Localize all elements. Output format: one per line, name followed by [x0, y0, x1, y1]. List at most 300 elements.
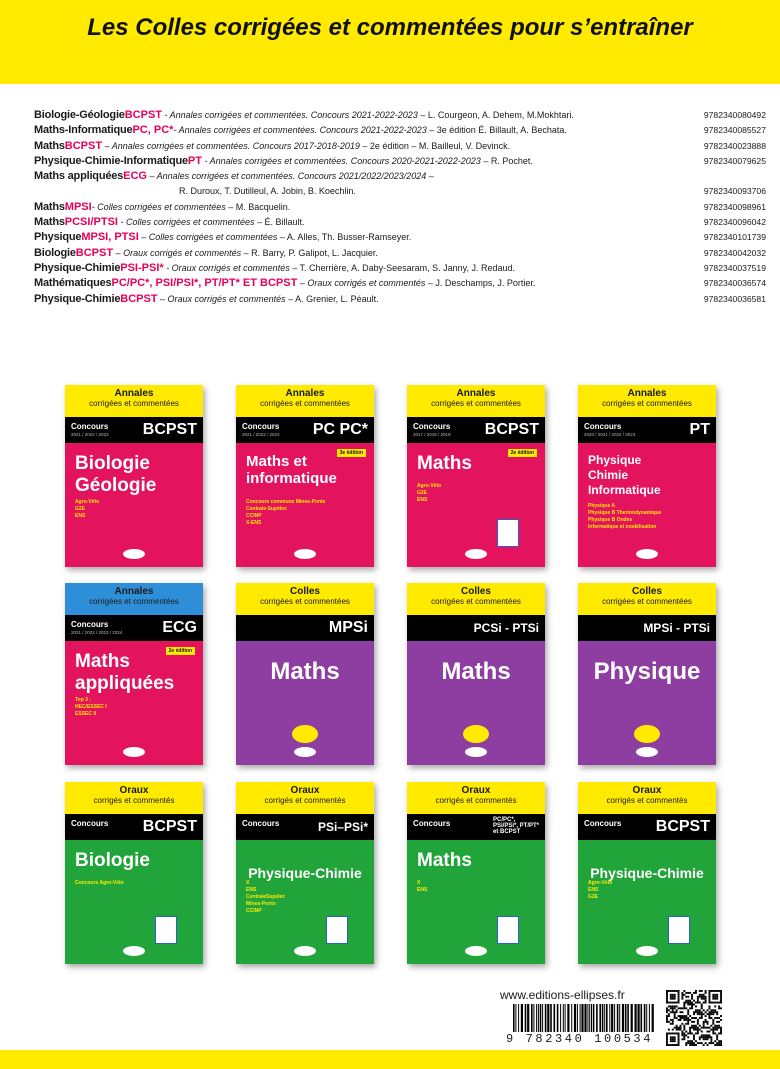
qr-module — [666, 1021, 668, 1023]
stamp-icon — [463, 725, 489, 743]
cover-series: Oraux — [119, 785, 149, 796]
qr-module — [685, 1042, 687, 1044]
cover-body — [65, 840, 203, 964]
qr-module — [683, 1005, 685, 1007]
qr-module — [693, 1036, 695, 1038]
qr-module — [672, 1023, 674, 1025]
barcode-bar — [577, 1004, 578, 1032]
qr-module — [672, 1019, 674, 1021]
qr-module — [674, 1036, 676, 1038]
qr-module — [707, 1027, 709, 1029]
qr-module — [666, 990, 668, 992]
barcode-bar — [525, 1004, 527, 1032]
qr-module — [685, 1000, 687, 1002]
barcode-bar — [649, 1004, 650, 1032]
qr-module — [707, 1021, 709, 1023]
qr-module — [674, 1027, 676, 1029]
qr-module — [668, 1032, 670, 1034]
entry-desc: - Oraux corrigés et commentés — [163, 262, 290, 273]
qr-module — [708, 994, 710, 996]
barcode-bar — [580, 1004, 581, 1032]
qr-module — [670, 996, 672, 998]
qr-module — [689, 1019, 691, 1021]
qr-module — [685, 992, 687, 994]
footer-band — [0, 1050, 780, 1069]
cover-subtitle: X ENS CentraleSupélec Mines-Ponts CCINP — [246, 880, 286, 914]
qr-module — [685, 996, 687, 998]
qr-module — [708, 998, 710, 1000]
qr-module — [687, 1004, 689, 1006]
qr-module — [714, 996, 716, 998]
entry-lvl: BCPST — [120, 292, 158, 305]
qr-module — [701, 994, 703, 996]
catalog-entry — [24, 215, 766, 230]
qr-module — [718, 1027, 720, 1029]
entry-desc: – Annales corrigées et commentées. Concours 2021/2022/2023/2024 – — [146, 171, 434, 182]
qr-module — [720, 990, 722, 992]
qr-module — [687, 1017, 689, 1019]
qr-module — [678, 992, 680, 994]
qr-module — [718, 1007, 720, 1009]
qr-module — [666, 1019, 668, 1021]
qr-module — [678, 996, 680, 998]
qr-module — [712, 1013, 714, 1015]
qr-module — [718, 1002, 720, 1004]
entry-subj: Physique-Chimie — [34, 261, 121, 274]
book-cover[interactable] — [65, 782, 203, 964]
entry-desc: - Annales corrigées et commentées. Concours 2021-2022-2023 — [162, 110, 418, 120]
cover-level: PSi–PSi* — [317, 820, 368, 834]
qr-module — [701, 1013, 703, 1015]
qr-module — [716, 1025, 718, 1027]
qr-module — [691, 998, 693, 1000]
barcode-bar — [644, 1004, 646, 1032]
cover-subtitle: Agro-Véto ENS G2E — [588, 880, 613, 900]
ellipses-logo-icon — [636, 747, 658, 757]
qr-module — [676, 1032, 678, 1034]
qr-module — [668, 1021, 670, 1023]
qr-module — [695, 1040, 697, 1042]
entry-desc: – Colles corrigées et commentées — [138, 232, 278, 243]
cover-title-line: Géologie — [75, 475, 157, 496]
stamp-icon — [634, 725, 660, 743]
qr-module — [693, 1004, 695, 1006]
qr-module — [716, 1044, 718, 1046]
qr-module — [678, 1034, 680, 1036]
barcode-bar — [565, 1004, 566, 1032]
qr-module — [720, 1029, 722, 1031]
entry-isbn: 9782340036581 — [703, 293, 766, 304]
qr-module — [712, 1029, 714, 1031]
ellipses-logo-icon — [294, 747, 316, 757]
book-cover[interactable] — [578, 782, 716, 964]
barcode-bar — [584, 1004, 586, 1032]
cover-years: 2021 / 2022 / 2023 / 2024 — [71, 630, 123, 635]
qr-module — [676, 1005, 678, 1007]
qr-module — [668, 1015, 670, 1017]
qr-module — [708, 1005, 710, 1007]
qr-module — [687, 1036, 689, 1038]
qr-module — [666, 998, 668, 1000]
entry-lvl: PSI-PSI* — [120, 261, 164, 274]
cover-title — [578, 658, 716, 685]
qr-module — [718, 1005, 720, 1007]
qr-module — [714, 1027, 716, 1029]
cover-level-bar — [65, 615, 203, 641]
qr-module — [678, 994, 680, 996]
qr-module — [705, 1000, 707, 1002]
qr-module — [720, 1044, 722, 1046]
cover-series-sub: corrigées et commentées — [602, 399, 692, 408]
cover-title-line: Maths — [75, 651, 130, 672]
qr-module — [674, 990, 676, 992]
catalog-entry — [24, 276, 766, 291]
barcode-bar — [542, 1004, 543, 1032]
qr-module — [672, 1009, 674, 1011]
qr-module — [672, 1011, 674, 1013]
qr-module — [712, 994, 714, 996]
cover-series: Colles — [631, 586, 662, 597]
qr-module — [720, 996, 722, 998]
qr-module — [678, 1044, 680, 1046]
cover-title-line: Maths — [441, 658, 511, 685]
qr-module — [680, 1019, 682, 1021]
qr-module — [710, 1002, 712, 1004]
qr-module — [705, 996, 707, 998]
qr-module — [714, 1025, 716, 1027]
qr-module — [681, 1015, 683, 1017]
barcode-bar — [554, 1004, 556, 1032]
qr-module — [666, 992, 668, 994]
entry-subj: Physique — [34, 231, 82, 244]
entry-auth: – A. Grenier, L. Péault. — [285, 293, 379, 304]
entry-desc: – Oraux corrigés et commentés — [113, 247, 242, 258]
qr-module — [678, 990, 680, 992]
entry-isbn: 9782340093706 — [703, 186, 766, 197]
qr-module — [683, 1034, 685, 1036]
qr-module — [676, 990, 678, 992]
qr-module — [683, 1038, 685, 1040]
catalog-entry — [24, 123, 766, 138]
qr-module — [695, 1027, 697, 1029]
qr-module — [703, 1044, 705, 1046]
qr-module — [699, 1025, 701, 1027]
barcode-bar — [545, 1004, 547, 1032]
entry-desc: - Annales corrigées et commentées. Concours 2020-2021-2022-2023 — [201, 155, 481, 166]
qr-module — [708, 1007, 710, 1009]
qr-module — [705, 1021, 707, 1023]
qr-module — [670, 1038, 672, 1040]
barcode-bar — [602, 1004, 604, 1032]
ellipses-logo-icon — [294, 549, 316, 559]
cover-series-sub: corrigés et commentés — [264, 796, 346, 805]
entry-lvl: BCPST — [64, 139, 103, 152]
qr-module — [720, 1007, 722, 1009]
qr-module — [716, 1002, 718, 1004]
barcode-bar — [619, 1004, 620, 1032]
barcode-bar — [611, 1004, 613, 1032]
qr-module — [691, 1017, 693, 1019]
cover-top-band — [65, 385, 203, 417]
qr-module — [680, 1027, 682, 1029]
cover-title — [417, 453, 472, 475]
qr-module — [689, 1031, 691, 1033]
qr-module — [697, 996, 699, 998]
entry-lvl: MPSI — [64, 200, 92, 213]
qr-module — [668, 990, 670, 992]
qr-module — [666, 1009, 668, 1011]
qr-module — [678, 1007, 680, 1009]
entry-auth: – L. Courgeon, A. Dehem, M.Mokhtari. — [417, 110, 574, 120]
qr-module — [681, 996, 683, 998]
ean-number: 9 782340 100534 — [506, 1032, 654, 1046]
qr-module — [672, 1002, 674, 1004]
qr-module — [703, 1002, 705, 1004]
barcode-bar — [604, 1004, 605, 1032]
qr-module — [716, 998, 718, 1000]
book-cover[interactable] — [407, 782, 545, 964]
entry-auth: – A. Alles, Th. Busser-Ramseyer. — [277, 232, 412, 243]
entry-lvl: BCPST — [124, 109, 162, 121]
qr-module — [680, 1025, 682, 1027]
qr-module — [670, 1011, 672, 1013]
book-cover[interactable] — [578, 385, 716, 567]
entry-isbn: 9782340042032 — [703, 247, 766, 258]
cover-top-band — [236, 583, 374, 615]
qr-module — [691, 1025, 693, 1027]
entry-subj: Maths appliquées — [34, 170, 124, 183]
barcode-bar — [646, 1004, 647, 1032]
qr-module — [670, 990, 672, 992]
qr-module — [716, 1038, 718, 1040]
qr-module — [720, 1032, 722, 1034]
barcode-bar — [622, 1004, 624, 1032]
qr-module — [681, 1032, 683, 1034]
barcode-bar — [596, 1004, 598, 1032]
barcode-bar — [635, 1004, 637, 1032]
qr-module — [712, 990, 714, 992]
qr-module — [693, 1011, 695, 1013]
qr-module — [712, 1032, 714, 1034]
qr-module — [707, 1009, 709, 1011]
qr-module — [678, 1015, 680, 1017]
qr-module — [708, 1017, 710, 1019]
qr-module — [672, 1005, 674, 1007]
entry-subj: Maths — [34, 139, 65, 152]
barcode-bar — [606, 1004, 608, 1032]
cover-level-bar — [407, 814, 545, 840]
qr-module — [685, 1015, 687, 1017]
qr-module — [697, 1011, 699, 1013]
qr-module — [666, 996, 668, 998]
qr-module — [716, 994, 718, 996]
entry-lvl: PC, PC* — [132, 124, 174, 137]
edition-badge: 2e édition — [508, 449, 537, 457]
barcode-bar — [587, 1004, 588, 1032]
qr-module — [705, 1027, 707, 1029]
qr-module — [695, 1029, 697, 1031]
book-cover[interactable] — [65, 583, 203, 765]
entry-auth: – J. Deschamps, J. Portier. — [425, 278, 536, 289]
qr-module — [693, 1038, 695, 1040]
qr-module — [672, 994, 674, 996]
qr-module — [697, 1042, 699, 1044]
website-url[interactable]: www.editions-ellipses.fr — [500, 988, 625, 1002]
cover-series-sub: corrigés et commentés — [606, 796, 688, 805]
qr-module — [674, 1044, 676, 1046]
entry-subj: Mathématiques — [34, 277, 112, 290]
qr-module — [674, 998, 676, 1000]
qr-module — [678, 1038, 680, 1040]
qr-module — [720, 1040, 722, 1042]
qr-module — [691, 1021, 693, 1023]
qr-module — [687, 996, 689, 998]
qr-module — [681, 1034, 683, 1036]
qr-module — [672, 1029, 674, 1031]
qr-module — [718, 1040, 720, 1042]
cover-level: MPSi - PTSi — [643, 621, 710, 635]
qr-module — [678, 1002, 680, 1004]
qr-module — [685, 1023, 687, 1025]
qr-module — [672, 996, 674, 998]
stamp-icon — [292, 725, 318, 743]
barcode-bar — [515, 1004, 516, 1032]
qr-module — [691, 1004, 693, 1006]
entry-subj: Physique-Chimie-Informatique — [34, 154, 188, 167]
qr-module — [680, 1011, 682, 1013]
entry-auth: R. Duroux, T. Dutilleul, A. Jobin, B. Koechlin. — [179, 186, 356, 197]
cover-top-band — [407, 782, 545, 814]
qr-module — [712, 996, 714, 998]
barcode-bar — [563, 1004, 564, 1032]
qr-module — [687, 1019, 689, 1021]
cover-top-band — [65, 583, 203, 615]
cover-title-line: appliquées — [75, 673, 175, 694]
qr-module — [685, 1034, 687, 1036]
book-cover[interactable] — [236, 583, 374, 765]
book-cover[interactable] — [407, 385, 545, 567]
qr-module — [674, 1038, 676, 1040]
qr-module — [670, 994, 672, 996]
barcode-bar — [599, 1004, 601, 1032]
book-cover[interactable] — [578, 583, 716, 765]
book-cover[interactable] — [65, 385, 203, 567]
qr-module — [683, 1004, 685, 1006]
qr-module — [689, 1015, 691, 1017]
cover-level: BCPST — [655, 818, 710, 835]
ellipses-logo-icon — [465, 549, 487, 559]
book-cover[interactable] — [236, 385, 374, 567]
book-cover[interactable] — [236, 782, 374, 964]
qr-module — [689, 992, 691, 994]
qr-module — [666, 1002, 668, 1004]
qr-module — [681, 1011, 683, 1013]
cover-level-bar — [236, 615, 374, 641]
qr-module — [678, 1036, 680, 1038]
qr-module — [714, 1044, 716, 1046]
barcode-bar — [638, 1004, 640, 1032]
cover-title-line: Physique — [593, 658, 701, 685]
qr-module — [697, 1002, 699, 1004]
qr-module — [670, 1005, 672, 1007]
qr-module — [676, 1044, 678, 1046]
qr-module — [697, 1019, 699, 1021]
cover-series: Oraux — [461, 785, 491, 796]
cover-title-line: Physique-Chimie — [590, 865, 704, 881]
qr-module — [705, 1019, 707, 1021]
qr-module — [720, 1019, 722, 1021]
qr-module — [716, 996, 718, 998]
qr-module — [716, 990, 718, 992]
cover-title — [417, 850, 472, 872]
cover-body — [578, 443, 716, 567]
cover-series: Annales — [114, 586, 154, 597]
header-band — [0, 0, 780, 84]
qr-module — [712, 1009, 714, 1011]
qr-module — [676, 1027, 678, 1029]
qr-module — [703, 1023, 705, 1025]
qr-module — [718, 1042, 720, 1044]
qr-module — [710, 1040, 712, 1042]
entry-desc: - Colles corrigées et commentées — [91, 201, 226, 212]
barcode-bar — [652, 1004, 654, 1032]
cover-title — [75, 850, 150, 872]
qr-module — [670, 1023, 672, 1025]
cover-title — [236, 658, 374, 685]
qr-module — [703, 1027, 705, 1029]
qr-module — [699, 1017, 701, 1019]
qr-module — [705, 1015, 707, 1017]
qr-module — [712, 1019, 714, 1021]
qr-module — [716, 1017, 718, 1019]
cover-title-line: Physique-Chimie — [248, 865, 362, 881]
barcode-bar — [518, 1004, 519, 1032]
qr-module — [697, 1021, 699, 1023]
barcode-bar — [631, 1004, 633, 1032]
qr-module — [708, 1002, 710, 1004]
qr-module — [716, 1036, 718, 1038]
qr-module — [666, 1034, 668, 1036]
qr-module — [681, 1031, 683, 1033]
qr-module — [695, 1044, 697, 1046]
cover-level: BCPST — [484, 421, 539, 438]
qr-module — [714, 990, 716, 992]
qr-module — [720, 1027, 722, 1029]
book-cover[interactable] — [407, 583, 545, 765]
entry-lvl: PC/PC*, PSI/PSI*, PT/PT* ET BCPST — [111, 277, 298, 290]
qr-module — [668, 1044, 670, 1046]
qr-module — [666, 1036, 668, 1038]
barcode-bar — [627, 1004, 629, 1032]
cover-concours: Concours — [584, 422, 622, 431]
qr-module — [708, 1000, 710, 1002]
catalog-entry — [24, 169, 766, 184]
cover-body — [407, 443, 545, 567]
entry-lvl: PCSI/PTSI — [64, 216, 118, 229]
cover-top-band — [236, 385, 374, 417]
cover-series-sub: corrigés et commentés — [435, 796, 517, 805]
qr-module — [720, 994, 722, 996]
qr-module — [681, 994, 683, 996]
cover-body — [236, 443, 374, 567]
cover-level: ECG — [162, 619, 197, 636]
catalog-entry — [24, 154, 766, 169]
catalog-entry — [24, 292, 766, 307]
qr-module — [689, 1000, 691, 1002]
qr-module — [712, 1021, 714, 1023]
cover-series-sub: corrigées et commentées — [260, 597, 350, 606]
qr-module — [699, 1013, 701, 1015]
